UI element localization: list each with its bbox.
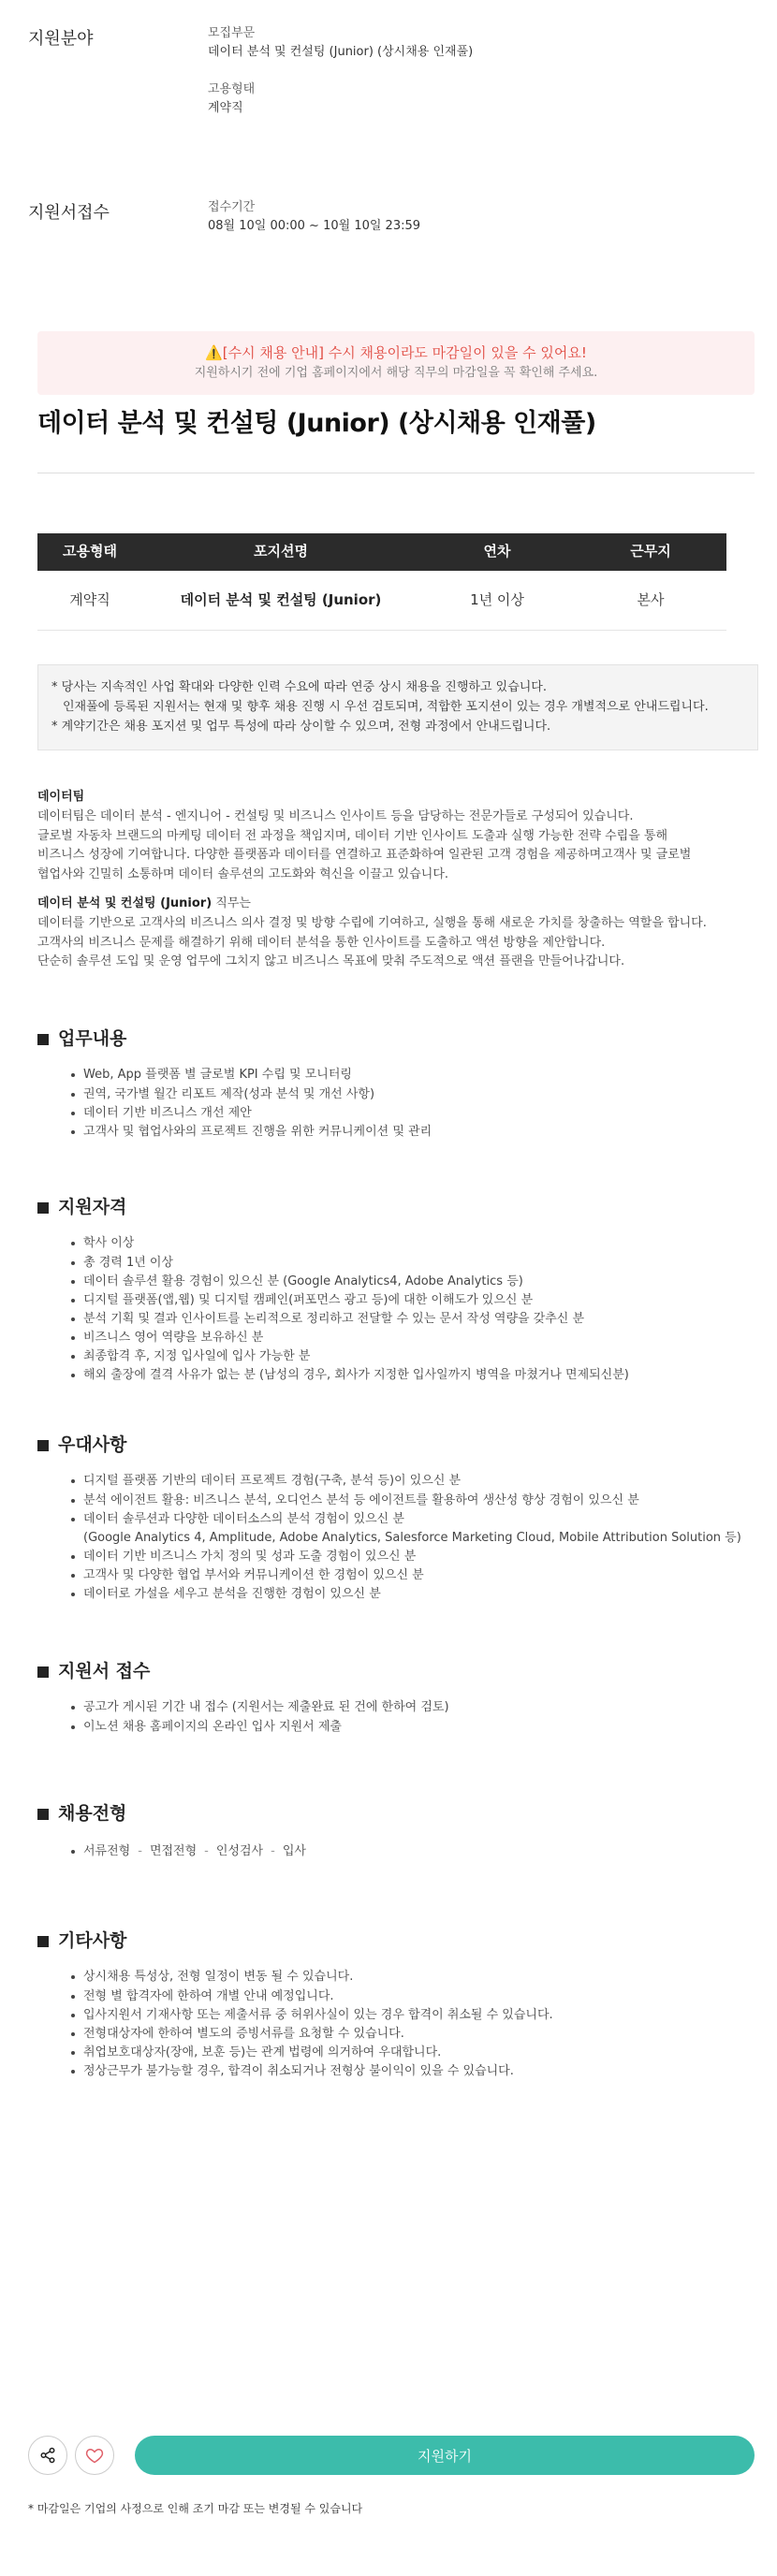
- bottom-action-bar: [28, 2435, 755, 2476]
- apply-area-row: [0, 24, 777, 138]
- table-header: 고용형태: [37, 533, 142, 571]
- field-key: 접수기간: [208, 200, 256, 214]
- process-step: 인성검사: [215, 1844, 264, 1859]
- role-heading-rest: 직무는: [212, 896, 251, 910]
- list-item: 전형대상자에 한하여 별도의 증빙서류를 요청할 수 있습니다.: [71, 2025, 553, 2044]
- team-description: [37, 788, 755, 885]
- list-item: 정상근무가 불가능할 경우, 합격이 취소되거나 전형상 불이익이 있을 수 있습니다.: [71, 2062, 553, 2081]
- step-separator: -: [204, 1844, 209, 1859]
- page-title: 데이터 분석 및 컨설팅 (Junior) (상시채용 인재풀): [37, 409, 596, 438]
- section-title: 지원자격: [37, 1194, 629, 1221]
- apply-area-fields: [208, 24, 473, 138]
- square-bullet-icon: [37, 1034, 49, 1045]
- apply-area-label: 지원분야: [28, 29, 94, 49]
- list-item: 비즈니스 영어 역량을 보유하신 분: [71, 1329, 629, 1347]
- list-item-sub: (Google Analytics 4, Amplitude, Adobe Analytics, Salesforce Marketing Cloud, Mobile Attribution Solution 등): [83, 1530, 741, 1545]
- section-process: [37, 1800, 306, 1862]
- rolling-recruit-notice: [37, 331, 755, 395]
- process-step: 서류전형: [83, 1844, 131, 1859]
- table-header: 근무지: [575, 533, 726, 571]
- desc-line: 데이터팀은 데이터 분석 - 엔지니어 - 컨설팅 및 비즈니스 인사이트 등을 담당하는 전문가들로 구성되어 있습니다.: [37, 808, 634, 823]
- apply-button[interactable]: 지원하기: [135, 2436, 755, 2475]
- step-separator: -: [138, 1844, 142, 1859]
- policy-line: * 당사는 지속적인 사업 확대와 다양한 인력 수요에 따라 연중 상시 채용을 진행하고 있습니다.: [51, 680, 547, 694]
- list-item: 공고가 게시된 기간 내 접수 (지원서는 제출완료 된 건에 한하여 검토): [71, 1698, 449, 1717]
- square-bullet-icon: [37, 1666, 49, 1678]
- list-item: [71, 1510, 741, 1548]
- info-block: [0, 24, 777, 138]
- apply-receipt-fields: [208, 198, 420, 255]
- policy-line: 인재풀에 등록된 지원서는 현재 및 향후 채용 진행 시 우선 검토되며, 적합한 포지션이 있는 경우 개별적으로 안내드립니다.: [63, 699, 709, 714]
- section-application: [37, 1658, 449, 1737]
- desc-line: 데이터를 기반으로 고객사의 비즈니스 의사 결정 및 방향 수립에 기여하고, 실행을 통해 새로운 가치를 창출하는 역할을 합니다.: [37, 915, 707, 930]
- section-title: 우대사항: [37, 1432, 741, 1459]
- square-bullet-icon: [37, 1202, 49, 1214]
- table-header: 포지션명: [142, 533, 419, 571]
- section-title: 채용전형: [37, 1800, 306, 1827]
- list-item: 총 경력 1년 이상: [71, 1254, 629, 1273]
- section-preferred: [37, 1432, 741, 1604]
- apply-receipt-row: [0, 198, 777, 255]
- list-item: 권역, 국가별 월간 리포트 제작(성과 분석 및 개선 사항): [71, 1085, 432, 1104]
- list-item: Web, App 플랫폼 별 글로벌 KPI 수립 및 모니터링: [71, 1066, 432, 1084]
- list-item: 상시채용 특성상, 전형 일정이 변동 될 수 있습니다.: [71, 1968, 553, 1987]
- list-item: 전형 별 합격자에 한하여 개별 안내 예정입니다.: [71, 1987, 553, 2006]
- application-list: [71, 1698, 449, 1736]
- field-key: 모집부문: [208, 26, 256, 40]
- list-item: 분석 에이전트 활용: 비즈니스 분석, 오디언스 분석 등 에이전트를 활용하여 생산성 향상 경험이 있으신 분: [71, 1492, 741, 1510]
- list-item: 취업보호대상자(장애, 보훈 등)는 관계 법령에 의거하여 우대합니다.: [71, 2044, 553, 2062]
- like-button[interactable]: [75, 2436, 114, 2475]
- recruit-policy-box: [37, 664, 758, 750]
- role-heading-bold: 데이터 분석 및 컨설팅 (Junior): [37, 896, 213, 910]
- section-title: 업무내용: [37, 1026, 432, 1053]
- square-bullet-icon: [37, 1809, 49, 1820]
- table-cell: 본사: [575, 571, 726, 630]
- field-key: 고용형태: [208, 82, 256, 97]
- duties-list: [71, 1066, 432, 1142]
- list-item-text: 데이터 솔루션과 다양한 데이터소스의 분석 경험이 있으신 분: [83, 1511, 404, 1526]
- list-item: 학사 이상: [71, 1234, 629, 1253]
- desc-line: 협업사와 긴밀히 소통하며 데이터 솔루션의 고도화와 혁신을 이끌고 있습니다.: [37, 867, 449, 882]
- field-value: 08월 10일 00:00 ~ 10월 10일 23:59: [208, 219, 421, 234]
- process-step: 면접전형: [149, 1844, 198, 1859]
- apply-receipt-label: 지원서접수: [28, 203, 110, 223]
- policy-line: * 계약기간은 채용 포지션 및 업무 특성에 따라 상이할 수 있으며, 전형 과정에서 안내드립니다.: [51, 719, 551, 734]
- step-separator: -: [271, 1844, 275, 1859]
- heart-icon: [85, 2446, 104, 2465]
- list-item: 고객사 및 협업사와의 프로젝트 진행을 위한 커뮤니케이션 및 관리: [71, 1123, 432, 1142]
- table-cell: 1년 이상: [419, 571, 575, 630]
- list-item: 데이터로 가설을 세우고 분석을 진행한 경험이 있으신 분: [71, 1585, 741, 1604]
- notice-line-1: ⚠️[수시 채용 안내] 수시 채용이라도 마감일이 있을 수 있어요!: [205, 344, 587, 361]
- role-heading: [37, 895, 755, 914]
- desc-line: 단순히 솔루션 도입 및 운영 업무에 그치지 않고 비즈니스 목표에 맞춰 주도적으로 액션 플랜을 만들어나갑니다.: [37, 954, 625, 969]
- desc-line: 고객사의 비즈니스 문제를 해결하기 위해 데이터 분석을 통한 인사이트를 도출하고 액션 방향을 제안합니다.: [37, 935, 606, 950]
- list-item: 입사지원서 기재사항 또는 제출서류 중 허위사실이 있는 경우 합격이 취소될 수 있습니다.: [71, 2006, 553, 2025]
- list-item: 최종합격 후, 지정 입사일에 입사 가능한 분: [71, 1347, 629, 1366]
- list-item: 데이터 솔루션 활용 경험이 있으신 분 (Google Analytics4, Adobe Analytics 등): [71, 1273, 629, 1291]
- table-header: 연차: [419, 533, 575, 571]
- info-field-recruit: [208, 24, 473, 62]
- section-title: 기타사항: [37, 1928, 553, 1955]
- table-header-row: [37, 533, 726, 571]
- list-item: 데이터 기반 비즈니스 가치 정의 및 성과 도출 경험이 있으신 분: [71, 1548, 741, 1566]
- section-duties: [37, 1026, 432, 1142]
- field-value: 계약직: [208, 101, 243, 116]
- table-cell: 계약직: [37, 571, 142, 630]
- section-title: 지원서 접수: [37, 1658, 449, 1685]
- share-icon: [39, 2447, 56, 2464]
- info-field-period: [208, 198, 420, 236]
- list-item: 고객사 및 다양한 협업 부서와 커뮤니케이션 한 경험이 있으신 분: [71, 1566, 741, 1585]
- etc-list: [71, 1968, 553, 2081]
- summary-table: [37, 533, 726, 631]
- qualifications-list: [71, 1234, 629, 1385]
- square-bullet-icon: [37, 1440, 49, 1451]
- list-item: 데이터 기반 비즈니스 개선 제안: [71, 1104, 432, 1123]
- list-item: 이노션 채용 홈페이지의 온라인 입사 지원서 제출: [71, 1718, 449, 1737]
- role-description: [37, 895, 755, 972]
- list-item: 분석 기획 및 결과 인사이트를 논리적으로 정리하고 전달할 수 있는 문서 작성 역량을 갖추신 분: [71, 1310, 629, 1329]
- desc-line: 글로벌 자동차 브랜드의 마케팅 데이터 전 과정을 책임지며, 데이터 기반 인사이트 도출과 실행 가능한 전략 수립을 통해: [37, 828, 668, 843]
- table-cell: 데이터 분석 및 컨설팅 (Junior): [142, 571, 419, 630]
- preferred-list: [71, 1472, 741, 1604]
- info-field-employment: [208, 80, 473, 118]
- section-qualifications: [37, 1194, 629, 1386]
- list-item: 디지털 플랫폼 기반의 데이터 프로젝트 경험(구축, 분석 등)이 있으신 분: [71, 1472, 741, 1491]
- notice-line-2: 지원하시기 전에 기업 홈페이지에서 해당 직무의 마감일을 꼭 확인해 주세요.: [194, 366, 598, 381]
- list-item: 해외 출장에 결격 사유가 없는 분 (남성의 경우, 회사가 지정한 입사일까지 병역을 마쳤거나 면제되신분): [71, 1366, 629, 1385]
- list-item: 디지털 플랫폼(앱,웹) 및 디지털 캠페인(퍼포먼스 광고 등)에 대한 이해도가 있으신 분: [71, 1291, 629, 1310]
- table-row: [37, 571, 726, 630]
- process-step: 입사: [282, 1844, 306, 1859]
- section-etc: [37, 1928, 553, 2081]
- process-steps: [71, 1842, 306, 1861]
- square-bullet-icon: [37, 1936, 49, 1947]
- field-value: 데이터 분석 및 컨설팅 (Junior) (상시채용 인재풀): [208, 45, 474, 60]
- deadline-footnote: * 마감일은 기업의 사정으로 인해 조기 마감 또는 변경될 수 있습니다: [28, 2502, 363, 2515]
- share-button[interactable]: [28, 2436, 67, 2475]
- desc-line: 비즈니스 성장에 기여합니다. 다양한 플랫폼과 데이터를 연결하고 표준화하여 일관된 고객 경험을 제공하며고객사 및 글로벌: [37, 848, 692, 863]
- team-heading: 데이터팀: [37, 790, 85, 804]
